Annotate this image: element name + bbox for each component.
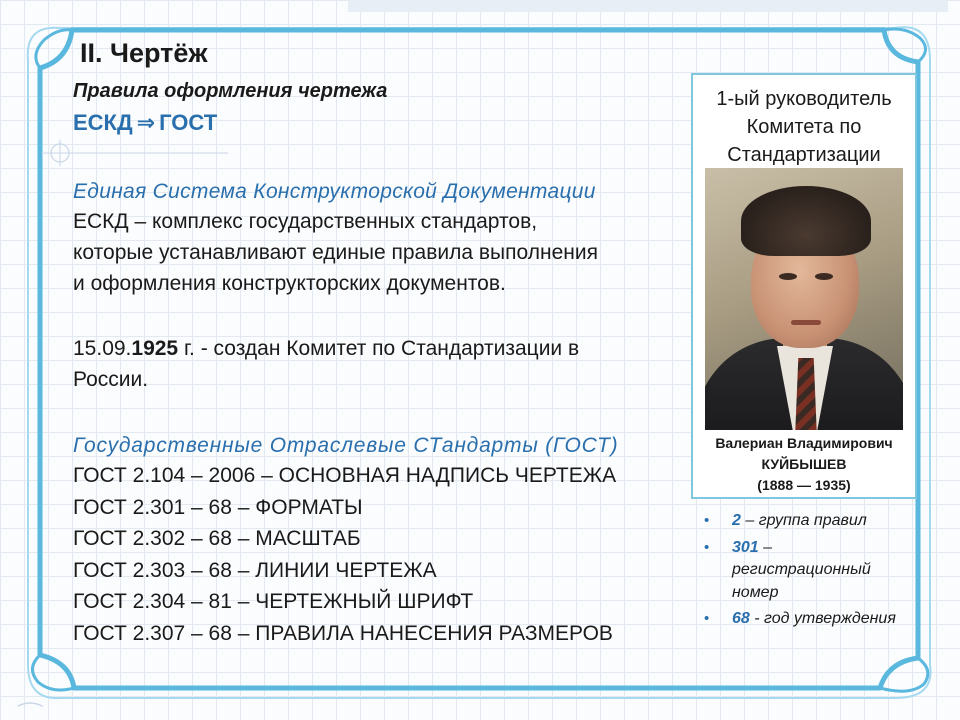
gost-notes	[702, 510, 912, 635]
committee-year: 1925	[131, 337, 179, 360]
leader-heading-line: 1-ый руководитель	[716, 88, 892, 110]
committee-founding	[73, 333, 579, 395]
right-arrow-icon: ⇒	[136, 110, 156, 135]
gost-item: ГОСТ 2.104 – 2006 – ОСНОВНАЯ НАДПИСЬ ЧЕРТЕЖА	[73, 464, 617, 487]
eskd-definition	[73, 206, 598, 299]
gost-label: ГОСТ	[159, 110, 218, 135]
note-item	[702, 510, 912, 533]
leader-heading-line: Стандартизации	[727, 144, 881, 166]
committee-line-2: России.	[73, 368, 149, 391]
portrait-image	[705, 168, 903, 430]
note-key: 68	[732, 610, 750, 627]
gost-item: ГОСТ 2.307 – 68 – ПРАВИЛА НАНЕСЕНИЯ РАЗМЕРОВ	[73, 621, 613, 645]
subtitle: Правила оформления чертежа	[73, 80, 388, 102]
gost-item: ГОСТ 2.304 – 81 – ЧЕРТЕЖНЫЙ ШРИФТ	[73, 590, 474, 613]
eskd-definition-line: и оформления конструкторских документов.	[73, 272, 506, 295]
note-item	[702, 608, 912, 631]
note-key: 301	[732, 538, 759, 556]
gost-item: ГОСТ 2.303 – 68 – ЛИНИИ ЧЕРТЕЖА	[73, 558, 437, 582]
eskd-definition-title: Единая Система Конструкторской Документации	[73, 180, 596, 203]
portrait-caption-line: Валериан Владимирович	[715, 435, 893, 451]
gost-item: ГОСТ 2.301 – 68 – ФОРМАТЫ	[73, 495, 363, 519]
committee-line-1	[73, 333, 579, 364]
note-item	[702, 537, 912, 605]
gost-item: ГОСТ 2.302 – 68 – МАСШТАБ	[73, 527, 361, 550]
eskd-label: ЕСКД	[73, 110, 133, 135]
leader-heading	[693, 85, 915, 169]
portrait-caption	[693, 433, 915, 496]
portrait-hair	[741, 186, 871, 256]
eskd-gost-heading	[73, 110, 217, 136]
portrait-eye	[779, 273, 797, 280]
committee-date: 15.09.	[73, 337, 132, 360]
gost-list	[73, 460, 616, 649]
portrait-caption-line: (1888 — 1935)	[757, 477, 851, 493]
gost-definition-title: Государственные Отраслевые СТандарты (ГОСТ)	[73, 434, 619, 457]
eskd-definition-line: ЕСКД – комплекс государственных стандартов,	[73, 210, 538, 233]
portrait-eye	[815, 273, 833, 280]
note-text: – группа правил	[740, 512, 867, 529]
portrait-caption-line: КУЙБЫШЕВ	[761, 456, 847, 472]
committee-text: г. - создан Комитет по Стандартизации в	[178, 337, 580, 360]
note-key: 2	[732, 512, 741, 529]
leader-heading-line: Комитета по	[746, 116, 862, 138]
portrait-tie	[795, 358, 817, 430]
portrait-mouth	[791, 320, 821, 325]
leader-card	[691, 73, 917, 499]
slide-title: II. Чертёж	[80, 38, 208, 68]
eskd-definition-line: которые устанавливают единые правила выполнения	[73, 241, 598, 264]
note-text: – регистрационный номер	[732, 538, 871, 601]
note-text: - год утверждения	[749, 610, 896, 627]
